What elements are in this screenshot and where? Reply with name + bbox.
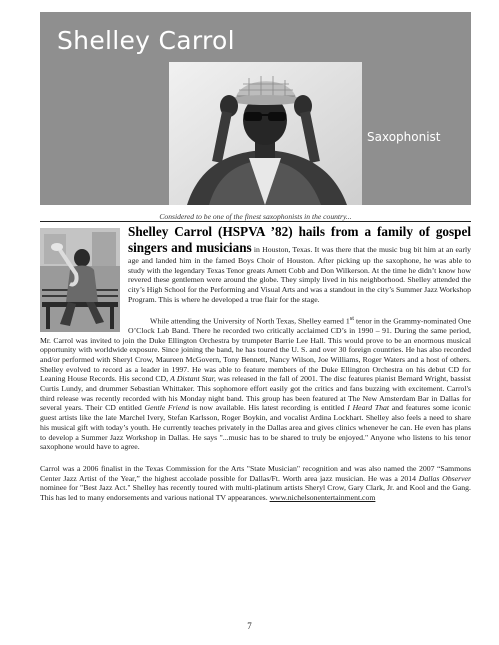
career-paragraph bbox=[40, 314, 471, 452]
album-title-i-heard-that: I Heard That bbox=[347, 403, 390, 413]
article-body bbox=[40, 224, 471, 503]
photo-caption: Considered to be one of the finest saxophonists in the country... bbox=[159, 212, 352, 221]
page-number: 7 bbox=[247, 621, 252, 631]
artist-name-title: Shelley Carrol bbox=[57, 26, 235, 55]
awards-paragraph bbox=[40, 464, 471, 503]
lead-text: in Houston, Texas. It was there that the music bug bit him at an early age and landed him in the famed Boys Choir of Houston. After picking up the saxophone, he was able to study with the legendary Texas Tenor greats Arnett Cobb and Don Wilkerson. At the time he didn’t know how revered these gentlemen were around the globe. They simply lived in his neighborhood. Shelley attended the city’s High School for the Performing and Visual Arts and was a standout in the city’s Summer Jazz Workshop Program. This is where he developed a true flair for the stage. bbox=[128, 245, 471, 304]
career-text-3: was released in the fall of 2001. The disc features pianist Bernard Wright, bassist Curtis Lundy, and drummer Sebastian Whittaker. This sophomore effort easily got the critics and fans buzzing with excitement. Carrol's third release was recently recorded with his Monday night band. This group has been featured at The New Amsterdam Bar in Dallas for several years. Their CD entitled bbox=[40, 374, 471, 413]
career-text-5: and features some iconic guest artists like the late Marchel Ivery, Stefan Karlsson, Roger Boykin, and vocalist Ardina Lockhart. Shelley also feels a need to share his musical gift with today’s youth. He currently teaches privately in the Dallas area and gives clinics whenever he can. He even has plans to develop a Summer Jazz Workshop in Dallas. He says "...music has to be shared to truly be enjoyed." Anyone who listens to his tenor saxophone would have to agree. bbox=[40, 403, 471, 452]
paragraph-spacer bbox=[40, 452, 471, 464]
artist-role-label: Saxophonist bbox=[367, 130, 441, 144]
awards-text-1: Carrol was a 2006 finalist in the Texas Commission for the Arts "State Musician" recognition and was also named the 2007 “Sammons Center Jazz Artist of the Year,” the highest accolade possible for Dallas/Ft. Worth area jazz musician. He was a 2014 bbox=[40, 463, 471, 483]
lead-heading: Shelley Carrol (HSPVA ’82) hails from a family of gospel singers and musicians bbox=[128, 224, 471, 255]
caption-divider bbox=[40, 221, 471, 222]
saxophonist-portrait-photo bbox=[169, 62, 362, 205]
career-text-4: is now available. His latest recording is entitled bbox=[189, 403, 348, 413]
album-title-gentle-friend: Gentle Friend bbox=[144, 403, 190, 413]
header-banner bbox=[40, 12, 471, 205]
saxophone-player-photo bbox=[40, 228, 120, 332]
career-text-1: While attending the University of North Texas, Shelley earned 1 bbox=[150, 316, 350, 326]
website-link[interactable]: www.nichelsonentertainment.com bbox=[269, 493, 376, 503]
album-title-distant-star: A Distant Star, bbox=[170, 374, 216, 384]
ordinal-suffix: st bbox=[349, 314, 354, 322]
awards-text-2: nominee for "Best Jazz Act." Shelley has recently toured with multi-platinum artists Sheryl Crow, Gary Clark, Jr. and Kool and the Gang. This has led to many endorsements and various national TV appearances. bbox=[40, 483, 471, 503]
career-text-2: tenor in the Grammy-nominated One O’Clock Lab Band. There he recorded two critically acclaimed CD’s in 1990 – 91. During the same period, Mr. Carrol was invited to join the Duke Ellington Orchestra by trumpeter Barrie Lee Hall. This would prove to be an enormous musical opportunity with worldwide exposure. Since joining the band, he has toured the U. S. and over 30 foreign countries. He has also recorded and/or performed with Sheryl Crow, Maureen McGovern, Tony Bennett, Nancy Wilson, Joe Williams, Roger Waters and a host of others. Shelley evolved to record as a leader in 1997. He was able to feature members of the Duke Ellington Orchestra on his debut CD for Leaning House Records. His second CD, bbox=[40, 316, 471, 384]
publication-dallas-observer: Dallas Observer bbox=[418, 473, 471, 483]
